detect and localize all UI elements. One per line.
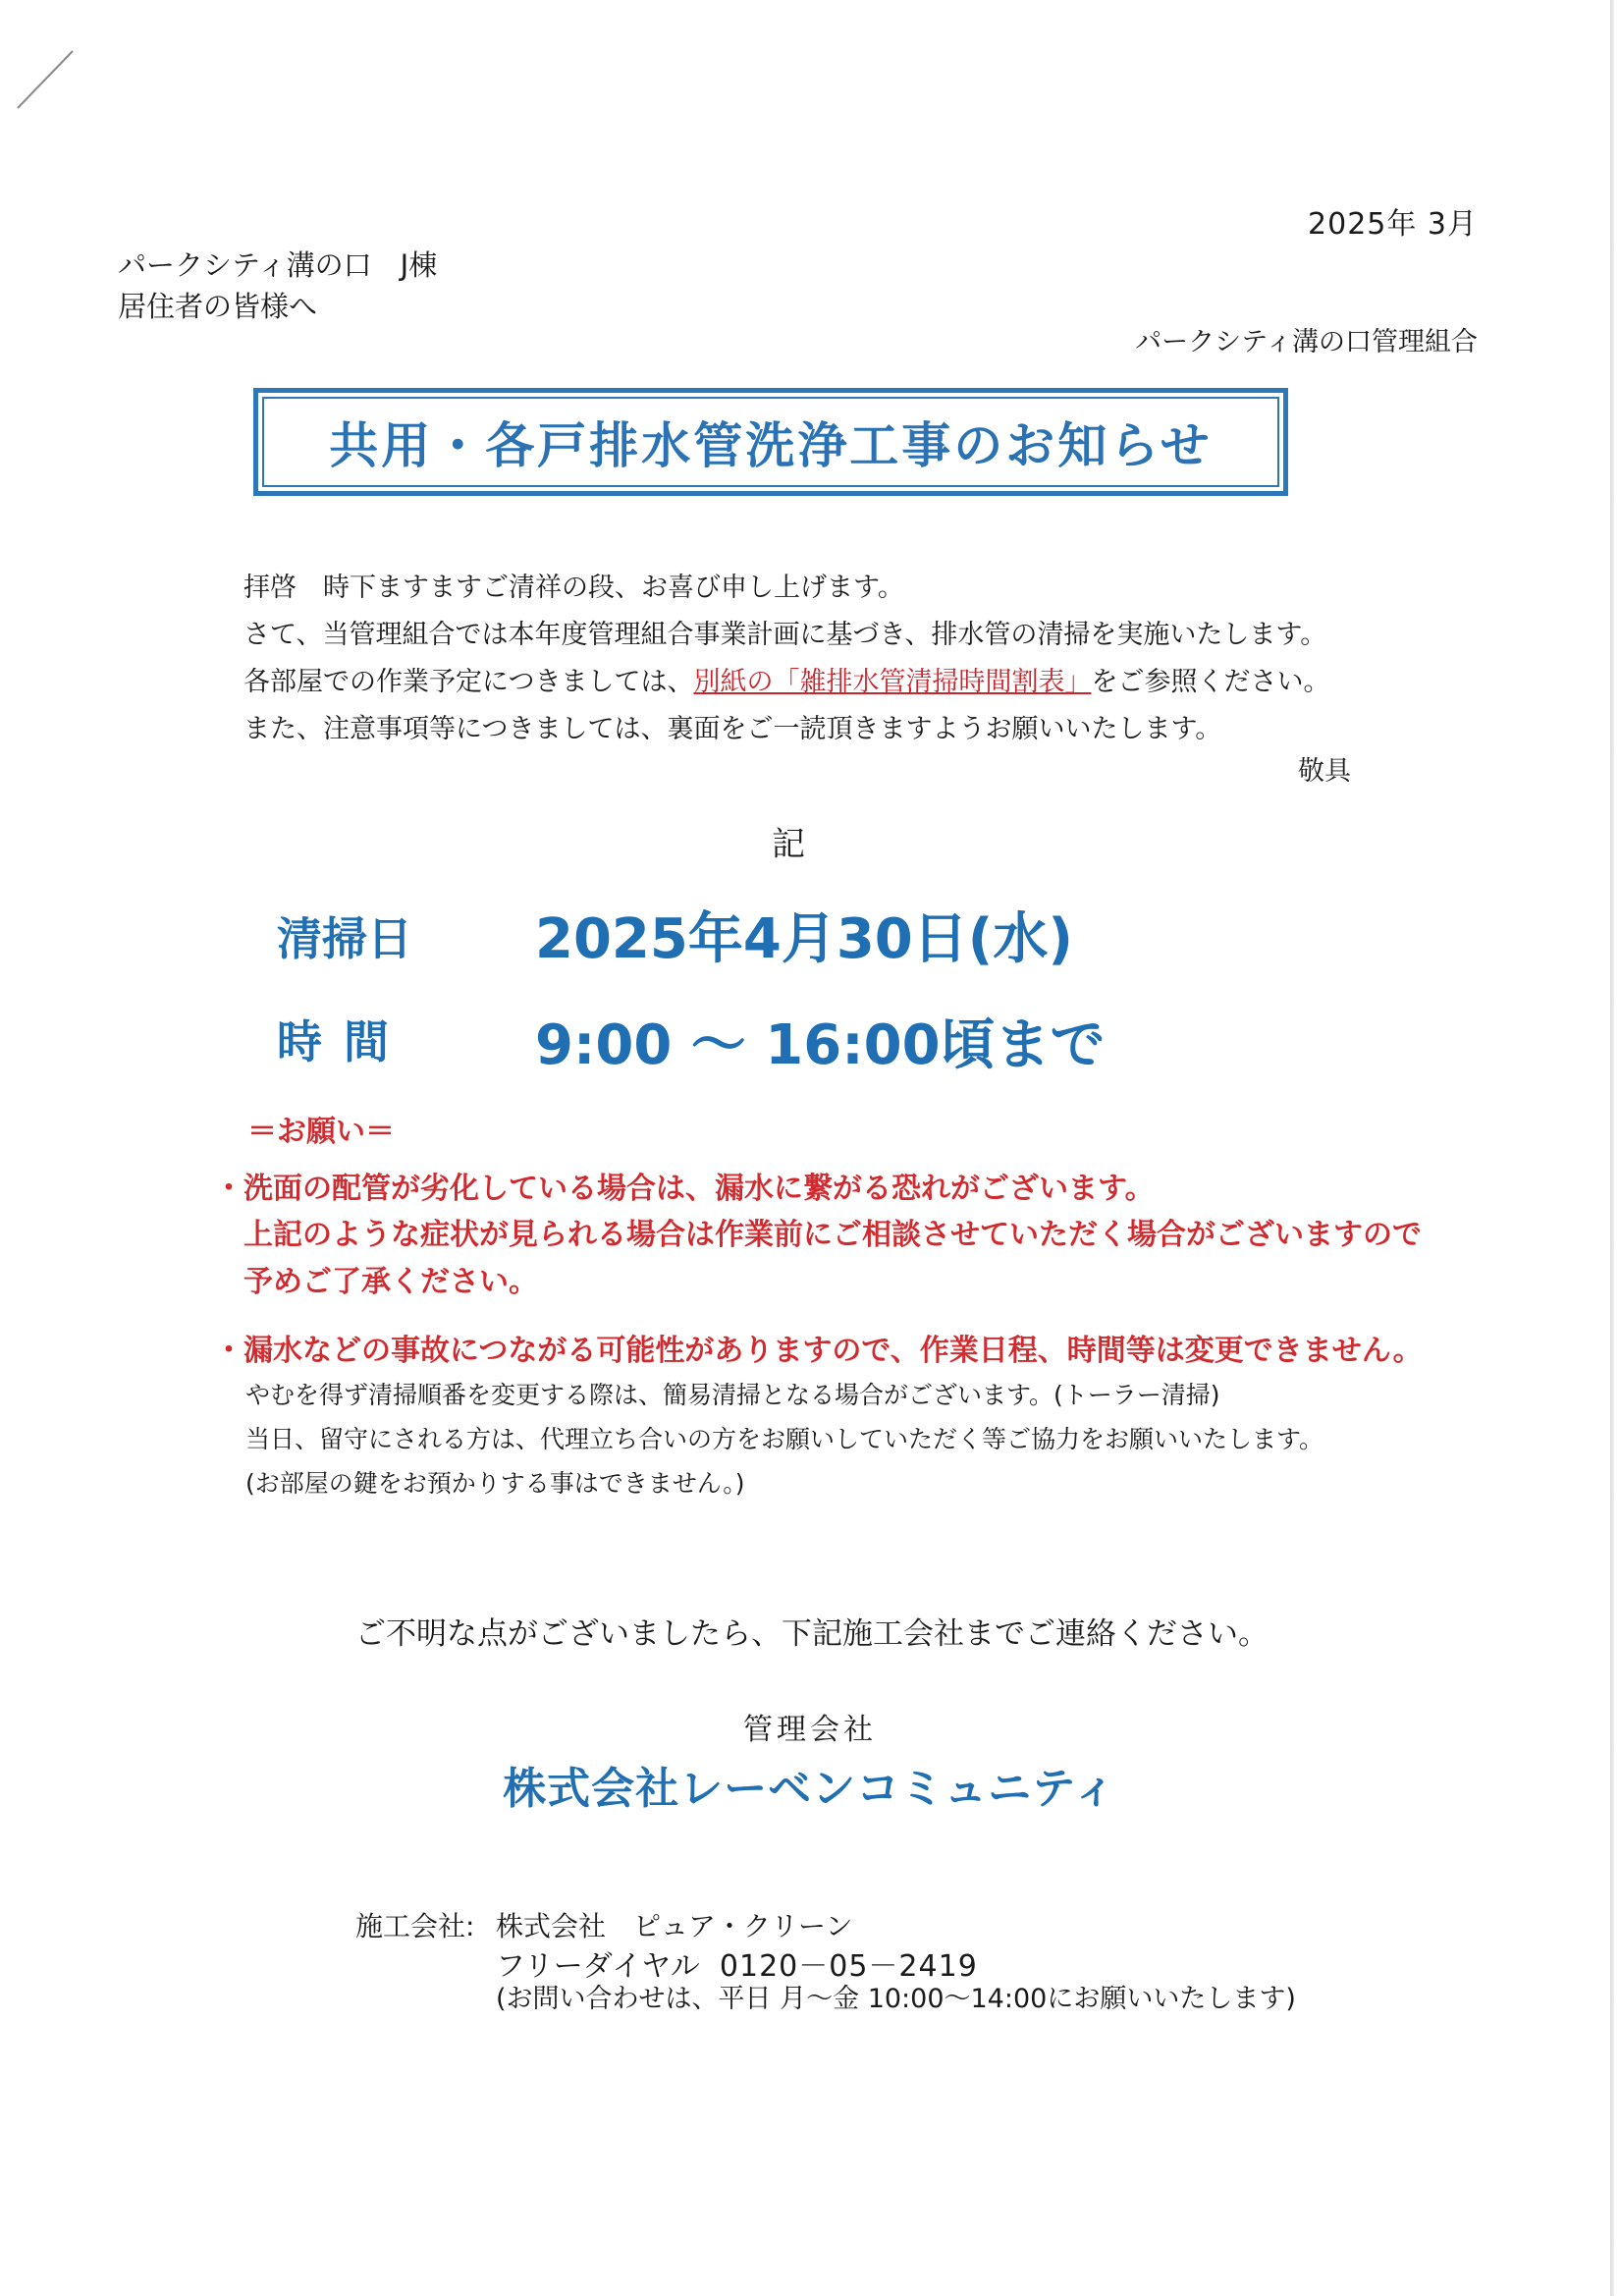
contractor-name: 株式会社 ピュア・クリーン — [496, 1910, 853, 1942]
request-2-note-3: (お部屋の鍵をお預かりする事はできません。) — [245, 1469, 745, 1498]
request-2-note-1: やむを得ず清掃順番を変更する際は、簡易清掃となる場合がございます。(トーラー清掃) — [245, 1381, 1220, 1409]
intro-paragraph: さて、当管理組合では本年度管理組合事業計画に基づき、排水管の清掃を実施いたします。 — [243, 620, 1327, 650]
notes-paragraph: また、注意事項等につきましては、裏面をご一読頂きますようお願いいたします。 — [243, 714, 1222, 744]
addressee-residents: 居住者の皆様へ — [118, 290, 318, 323]
request-2-line-1: 漏水などの事故につながる可能性がありますので、作業日程、時間等は変更できません。 — [243, 1334, 1423, 1368]
freedial-number: 0120－05－2419 — [719, 1949, 978, 1984]
sender: パークシティ溝の口管理組合 — [1135, 327, 1478, 357]
schedule-reference-pre: 各部屋での作業予定につきましては、 — [243, 667, 694, 697]
greeting-paragraph: 拝啓 時下ますますご清祥の段、お喜び申し上げます。 — [243, 573, 904, 603]
page-edge — [1610, 0, 1614, 2296]
time-value: 9:00 ～ 16:00頃まで — [535, 1013, 1106, 1077]
timetable-reference: 別紙の「雑排水管清掃時間割表」 — [693, 667, 1092, 697]
time-label: 時間 — [277, 1015, 410, 1068]
request-2-note-2: 当日、留守にされる方は、代理立ち合いの方をお願いしていただく等ご協力をお願いいたします。 — [245, 1425, 1324, 1453]
closing-phrase: 敬具 — [1298, 756, 1351, 787]
inquiry-hours: (お問い合わせは、平日 月～金 10:00～14:00にお願いいたします) — [496, 1984, 1296, 2014]
schedule-reference-post: をご参照ください。 — [1091, 667, 1330, 697]
management-label: 管理会社 — [743, 1713, 877, 1747]
freedial-label: フリーダイヤル — [496, 1949, 700, 1984]
issue-date: 2025年 3月 — [1308, 207, 1478, 242]
contractor-label: 施工会社: — [355, 1910, 475, 1942]
schedule-reference-paragraph — [243, 660, 1329, 698]
title-box — [253, 388, 1288, 496]
bullet: ・ — [214, 1334, 243, 1368]
ki-heading: 記 — [772, 825, 805, 864]
addressee-building: パークシティ溝の口 J棟 — [118, 248, 438, 282]
page-title: 共用・各戸排水管洗浄工事のお知らせ — [329, 417, 1213, 474]
request-1-line-1: 洗面の配管が劣化している場合は、漏水に繋がる恐れがございます。 — [243, 1172, 1155, 1206]
pen-stroke-mark — [14, 47, 82, 116]
request-1-line-3: 予めご了承ください。 — [243, 1265, 538, 1299]
management-company-name: 株式会社レーベンコミュニティ — [503, 1764, 1117, 1814]
bullet: ・ — [214, 1172, 243, 1206]
contact-message: ご不明な点がございましたら、下記施工会社までご連絡ください。 — [355, 1616, 1269, 1652]
request-1-line-2: 上記のような症状が見られる場合は作業前にご相談させていただく場合がございますので — [243, 1218, 1422, 1252]
cleaning-date-label: 清掃日 — [277, 912, 412, 965]
cleaning-date-value: 2025年4月30日(水) — [535, 907, 1073, 971]
requests-title: ＝お願い＝ — [247, 1115, 395, 1149]
